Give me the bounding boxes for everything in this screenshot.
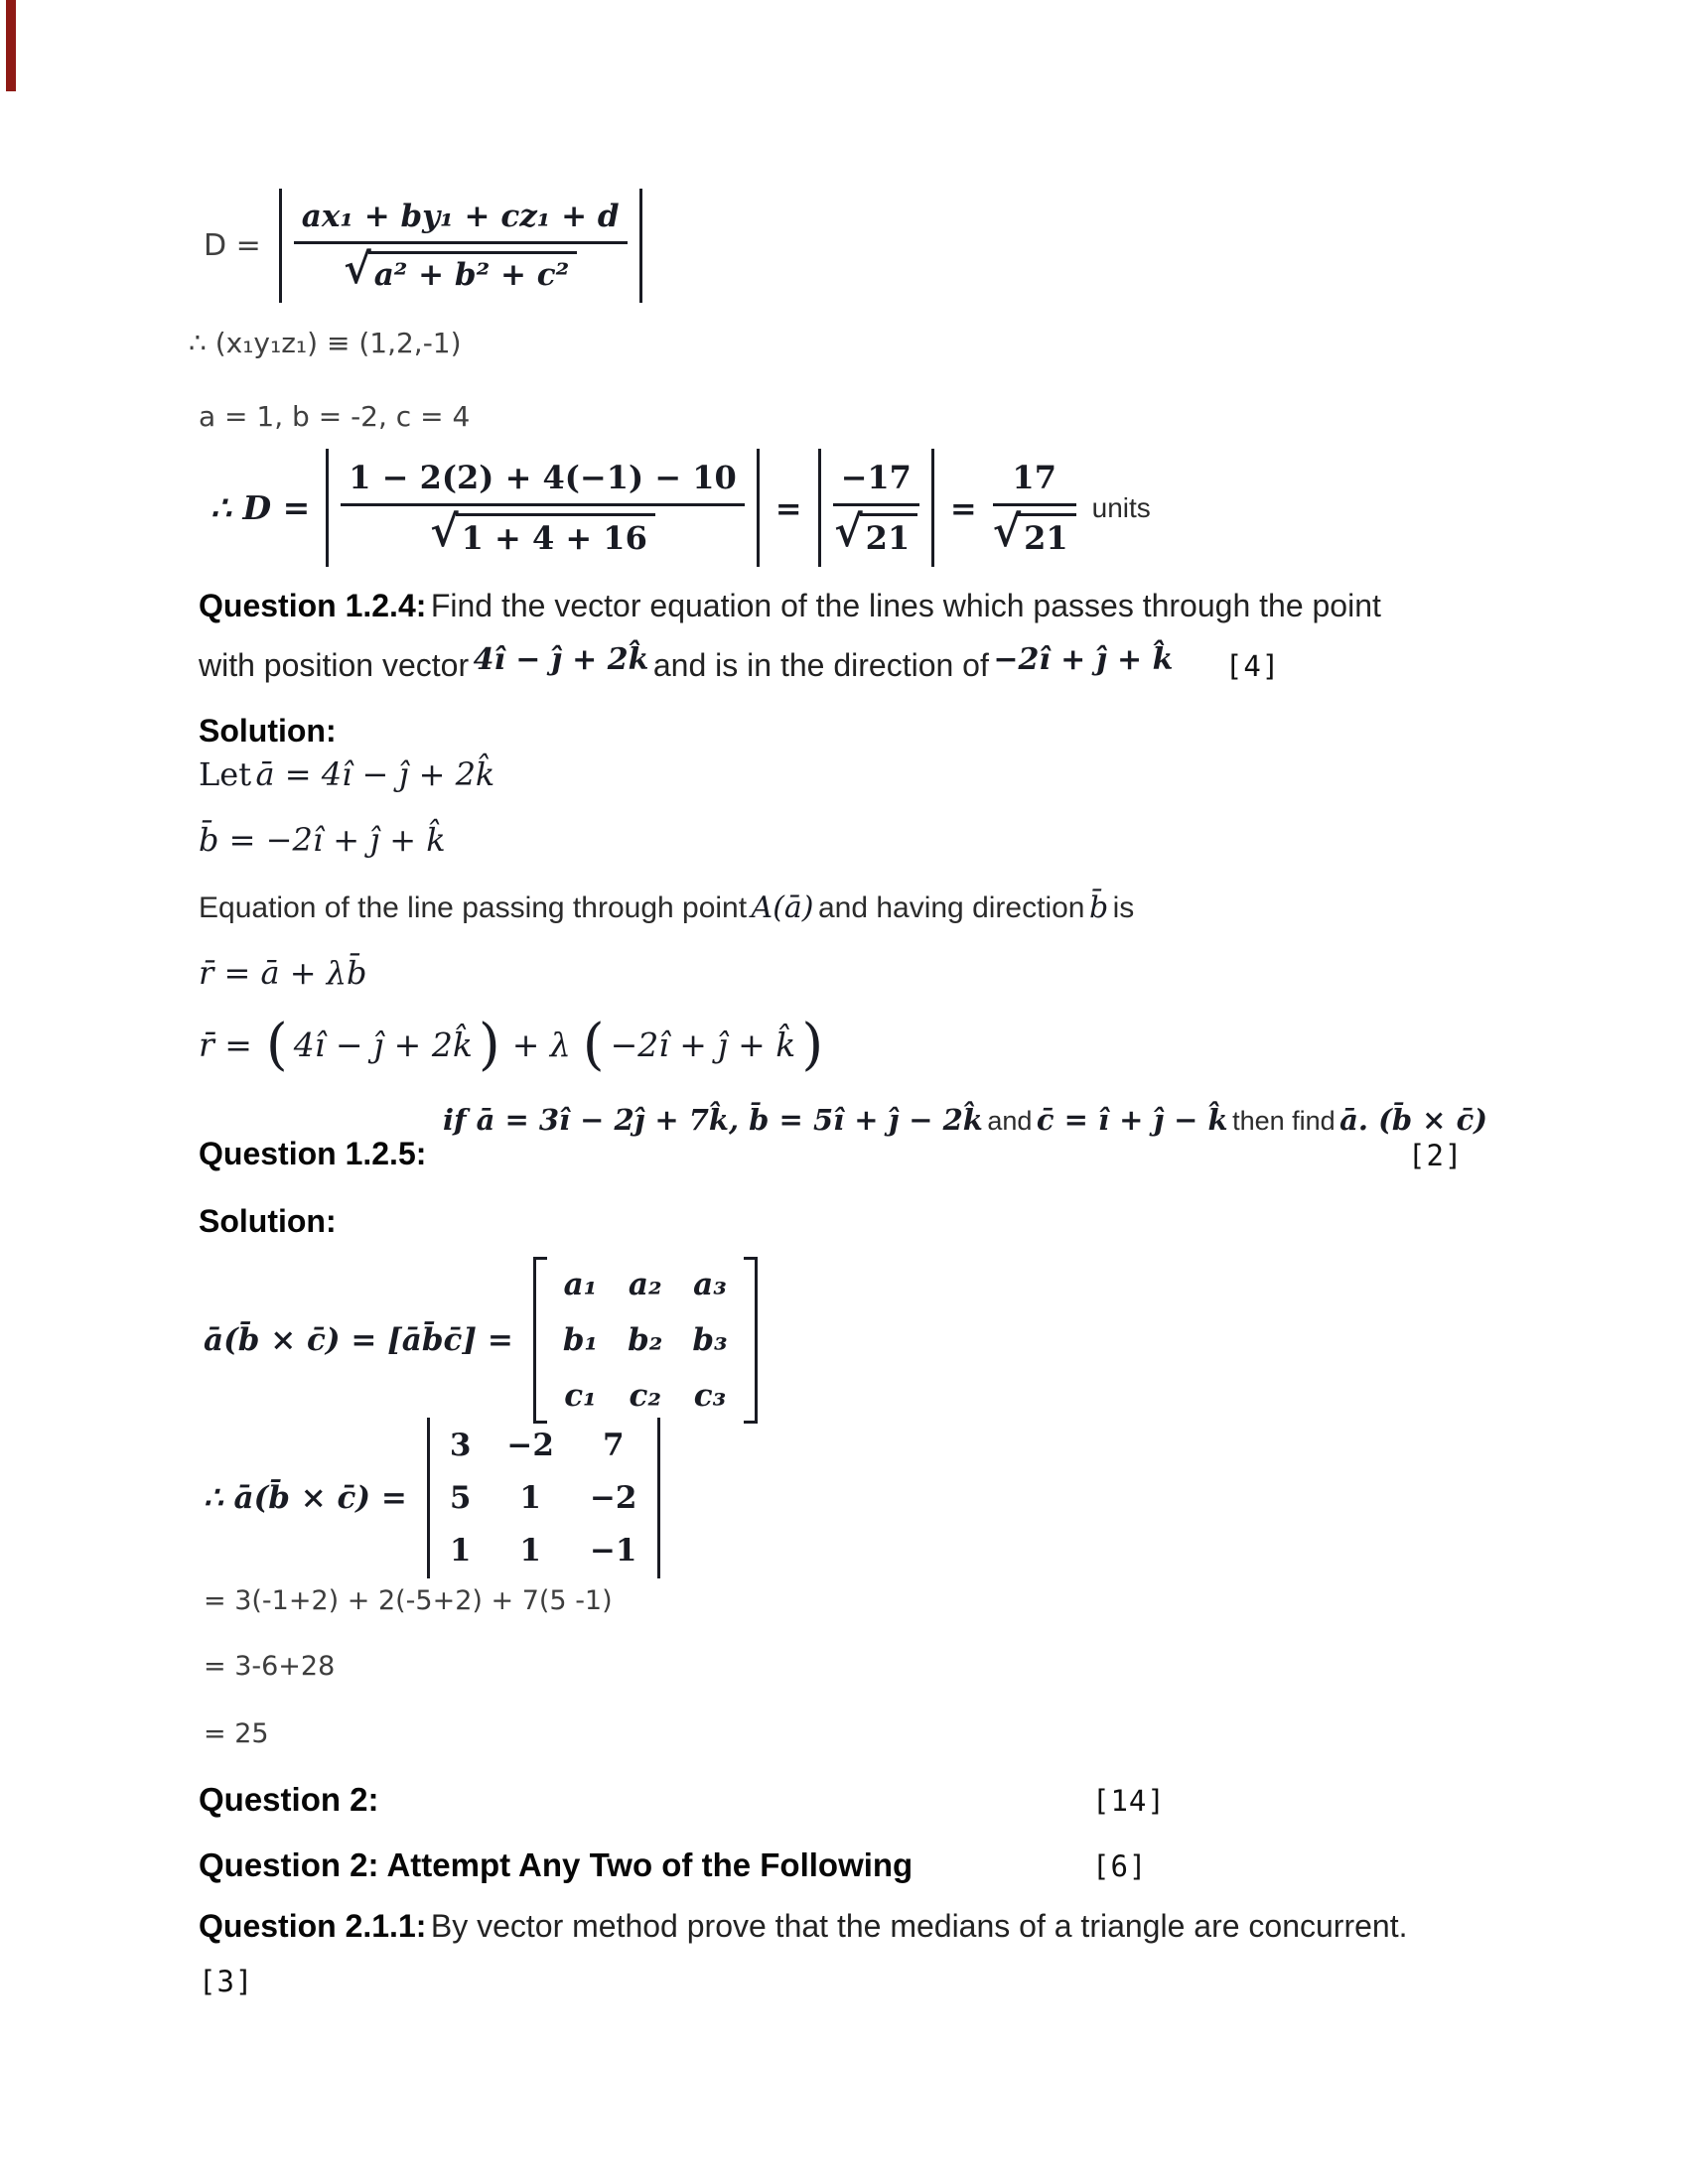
radical [992, 506, 1076, 557]
fraction-denominator [341, 503, 745, 557]
formula-distance-general [204, 189, 642, 303]
line-abc-values: a = 1, b = -2, c = 4 [199, 400, 471, 433]
fraction-denominator [833, 503, 919, 557]
formula-lhs: ∴ D = [211, 488, 311, 527]
plus-lambda: + λ [511, 1024, 571, 1064]
equation-r-general: r̄ = ā + λb̄ [199, 954, 367, 992]
radicand: a² + b² + c² [368, 251, 578, 293]
radical [344, 244, 577, 293]
calculation-step-1: = 3(-1+2) + 2(-5+2) + 7(5 -1) [204, 1585, 613, 1616]
let-word: Let [199, 755, 252, 793]
question-text: with position vector [199, 647, 470, 683]
fraction [833, 459, 919, 557]
radical [834, 506, 917, 557]
solution-heading: Solution: [199, 713, 337, 749]
calculation-step-2: = 3-6+28 [204, 1651, 336, 1682]
fraction-denominator [294, 241, 628, 293]
determinant-cell: 1 [519, 1480, 541, 1516]
inline-math-direction-vector: −2î + ĵ + k̂ [993, 642, 1174, 677]
matrix-cell: a₂ [628, 1267, 662, 1302]
left-edge-red-artifact [6, 0, 16, 91]
scalar-triple-product-determinant [204, 1418, 660, 1578]
fraction-denominator [993, 503, 1076, 557]
inline-math-b-bar: b̄ [1088, 890, 1109, 925]
abs-value-bars [818, 449, 934, 567]
close-paren: ) [801, 1013, 824, 1077]
question-1-2-4-line2 [199, 642, 1281, 686]
calculation-result: = 25 [204, 1718, 269, 1749]
equation-lhs: ∴ ā(b̄ × c̄) = [204, 1480, 407, 1516]
determinant-grid [427, 1418, 660, 1578]
sentence-text: Equation of the line passing through point [199, 891, 748, 924]
matrix-cell: c₁ [564, 1378, 597, 1414]
inline-math-position-vector: 4î − ĵ + 2k̂ [473, 642, 649, 677]
determinant-cell: 1 [519, 1533, 541, 1569]
question-2-1-1 [199, 1906, 1407, 1946]
question-1-2-5-math [443, 1102, 1487, 1139]
question-label: Question 2.1.1: [199, 1908, 427, 1944]
vector-b-definition: b̄ = −2î + ĵ + k̂ [199, 821, 446, 859]
equation-lhs: r̄ = [199, 1024, 252, 1064]
radical-sign: √ [344, 244, 371, 293]
radical-sign: √ [430, 506, 459, 557]
question-text: and is in the direction of [652, 647, 989, 683]
matrix-cell: a₃ [693, 1267, 727, 1302]
equation-lhs: ā(b̄ × c̄) = [āb̄c̄] = [204, 1322, 513, 1358]
radicand: 21 [860, 513, 918, 557]
solution-heading: Solution: [199, 1203, 337, 1239]
inline-math-vectors-abc: if ā = 3î − 2ĵ + 7k̂, b̄ = 5î + ĵ − 2k̂ [443, 1103, 983, 1137]
question-1-2-4-line1 [199, 586, 1381, 625]
close-paren: ) [478, 1013, 500, 1077]
and-word: and [987, 1106, 1033, 1136]
fraction-numerator: ax₁ + by₁ + cz₁ + d [301, 199, 620, 234]
fraction-numerator: 17 [1012, 459, 1056, 496]
marks-badge: [4] [1224, 649, 1281, 683]
equals-sign: = [774, 488, 802, 527]
vector-a-term: 4î − ĵ + 2k̂ [293, 1024, 473, 1064]
determinant-cell: 1 [449, 1533, 472, 1569]
fraction [341, 459, 745, 557]
radical-sign: √ [834, 506, 863, 557]
fraction [294, 199, 628, 293]
radicand: 1 + 4 + 16 [456, 513, 655, 557]
formula-lhs: D = [204, 228, 261, 263]
inline-math-vector-c: c̄ = î + ĵ − k̂ [1036, 1103, 1228, 1137]
inline-math-triple-product: ā. (b̄ × c̄) [1339, 1103, 1487, 1137]
abs-value-bars [279, 189, 642, 303]
marks-badge: [14] [1092, 1784, 1166, 1818]
determinant-cell: −1 [589, 1533, 637, 1569]
bracket-matrix [533, 1257, 758, 1424]
question-1-2-5-label: Question 1.2.5: [199, 1136, 427, 1171]
sentence-text: is [1112, 891, 1135, 924]
inline-math-point-A: A(ā) [751, 890, 814, 925]
question-text: Find the vector equation of the lines which passes through the point [430, 588, 1381, 623]
marks-badge: [6] [1092, 1849, 1148, 1883]
matrix-cell: a₁ [563, 1267, 598, 1302]
matrix-cell: c₂ [629, 1378, 661, 1414]
sentence-text: and having direction [817, 891, 1085, 924]
matrix-cell: b₁ [562, 1322, 599, 1358]
fraction [993, 459, 1076, 557]
question-2-attempt-label: Question 2: Attempt Any Two of the Following [199, 1846, 914, 1883]
abs-value-bars [326, 449, 760, 567]
equation-r-expanded [199, 1013, 824, 1077]
line-equation-sentence [199, 889, 1134, 927]
question-label: Question 1.2.4: [199, 588, 427, 623]
radical-sign: √ [992, 506, 1022, 557]
fraction-numerator: −17 [840, 459, 912, 496]
vector-a-definition: ā = 4î − ĵ + 2k̂ [255, 755, 495, 793]
matrix-cell: c₃ [693, 1378, 727, 1414]
question-2-label: Question 2: [199, 1781, 379, 1818]
matrix-right-bracket [744, 1257, 758, 1424]
matrix-grid [547, 1257, 744, 1424]
question-text: By vector method prove that the medians of a triangle are concurrent. [430, 1908, 1408, 1944]
marks-badge: [2] [1408, 1139, 1464, 1172]
line-point-coordinates: ∴ (x₁y₁z₁) ≡ (1,2,-1) [189, 327, 462, 359]
matrix-cell: b₃ [692, 1322, 728, 1358]
marks-badge: [3] [199, 1965, 254, 1998]
equals-sign: = [949, 488, 977, 527]
determinant-cell: −2 [506, 1428, 554, 1463]
fraction-numerator: 1 − 2(2) + 4(−1) − 10 [349, 459, 737, 496]
determinant-cell: −2 [589, 1480, 637, 1516]
then-find-words: then find [1232, 1106, 1336, 1136]
radical [430, 506, 655, 557]
vector-b-term: −2î + ĵ + k̂ [610, 1024, 796, 1064]
matrix-cell: b₂ [628, 1322, 663, 1358]
matrix-left-bracket [533, 1257, 547, 1424]
open-paren: ( [582, 1013, 605, 1077]
open-paren: ( [265, 1013, 288, 1077]
units-label: units [1091, 491, 1151, 523]
determinant-cell: 7 [602, 1428, 625, 1463]
determinant-cell: 3 [449, 1428, 472, 1463]
radicand: 21 [1018, 513, 1076, 557]
equation-let-a [199, 754, 494, 794]
determinant-cell: 5 [449, 1480, 472, 1516]
scalar-triple-product-matrix [204, 1257, 758, 1424]
formula-distance-value [211, 449, 1151, 567]
